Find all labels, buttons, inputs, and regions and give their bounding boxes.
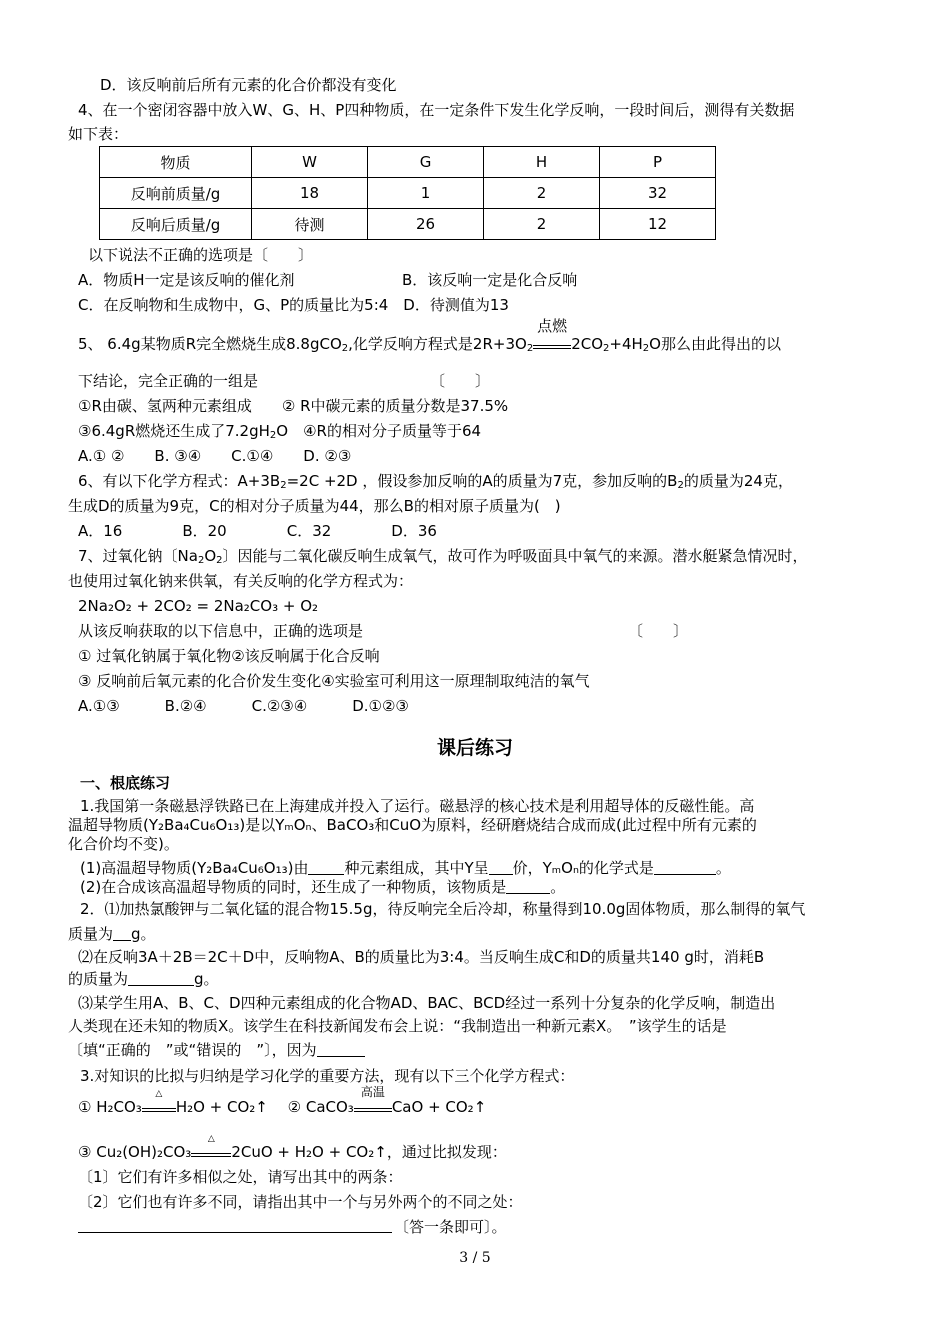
table-header-cell: P xyxy=(600,147,716,178)
q4-options-c-d: C．在反响物和生成物中，G、P的质量比为5:4 D．待测值为13 xyxy=(78,296,509,314)
table-cell: 反响前质量/g xyxy=(100,178,252,209)
p1-text: (1)高温超导物质(Y₂Ba₄Cu₆O₁₃)由 xyxy=(80,859,309,877)
table-cell: 待测 xyxy=(252,209,368,240)
q5-item-2: ③6.4gR燃烧还生成了$7.2gH_2O$ ④R的相对分子质量等于64 xyxy=(78,422,482,441)
p3-line-1: 3.对知识的比拟与归纳是学习化学的重要方法，现有以下三个化学方程式： xyxy=(80,1067,575,1085)
answer-blank[interactable] xyxy=(506,878,550,894)
p3-text: ① H₂CO₃ xyxy=(78,1098,142,1116)
q5-text: ③6.4gR燃烧还生成了7.2gH xyxy=(78,422,270,440)
q5-options: A.① ② B. ③④ C.①④ D. ②③ xyxy=(78,447,352,465)
q6-stem-line-2: 生成D的质量为9克，C的相对分子质量为44，那么B的相对原子质量为( ) xyxy=(68,497,561,515)
p2-text: 的质量为 xyxy=(68,970,129,988)
p3-text: ③ Cu₂(OH)₂CO₃ xyxy=(78,1143,192,1161)
p1-text: 种元素组成，其中Y呈 xyxy=(344,859,489,877)
table-cell: 1 xyxy=(368,178,484,209)
q7-text: 7、过氧化钠〔Na xyxy=(78,547,198,565)
answer-blank[interactable] xyxy=(317,1041,365,1057)
q5-stem-line-1: 5、 6.4g某物质R完全燃烧生成8.8gCO$_2$,化学反响方程式是$2R+3O_2$ 点燃 $2CO_2+4H_2O$那么由此得出的以 xyxy=(78,317,781,354)
q5-text: ,化学反响方程式是2R+3O xyxy=(348,335,527,353)
p1-text: 价，YₘOₙ的化学式是 xyxy=(512,859,654,877)
q5-text: 2CO xyxy=(571,335,604,353)
q5-text: O那么由此得出的以 xyxy=(649,335,781,353)
q7-item-1: ① 过氧化钠属于氧化物②该反响属于化合反响 xyxy=(78,647,380,665)
section-title: 课后练习 xyxy=(436,737,513,759)
table-cell: 32 xyxy=(600,178,716,209)
p1-line-1: 1.我国第一条磁悬浮铁路已在上海建成并投入了运行。磁悬浮的核心技术是利用超导体的反磁性能。高 xyxy=(80,797,755,815)
reaction-condition xyxy=(142,1089,176,1112)
p2-text: 〔填“正确的 ”或“错误的 ”〕，因为 xyxy=(68,1041,317,1059)
p3-sub-3: 〔答一条即可〕。 xyxy=(394,1218,507,1236)
q4-stem-line-1: 4、在一个密闭容器中放入W、G、H、P四种物质，在一定条件下发生化学反响，一段时间后，测得有关数据 xyxy=(78,101,795,119)
subsection-heading: 一、根底练习 xyxy=(80,774,171,792)
p3-text: H₂O + CO₂↑ ② CaCO₃ xyxy=(175,1098,354,1116)
table-row xyxy=(100,178,716,209)
q7-question: 从该反响获取的以下信息中，正确的选项是 xyxy=(78,622,364,640)
q6-options: A．16 B．20 C．32 D．36 xyxy=(78,522,437,540)
condition-label: 点燃 xyxy=(537,317,568,335)
table-header-row xyxy=(100,147,716,178)
table-header-cell: W xyxy=(252,147,368,178)
p1-question-1 xyxy=(80,858,731,878)
q7-stem-line-2: 也使用过氧化钠来供氧，有关反响的化学方程式为： xyxy=(68,572,414,590)
table-cell: 26 xyxy=(368,209,484,240)
p2-line-3: ⑵在反响3A＋2B＝2C＋D中，反响物A、B的质量比为3:4。当反响生成C和D的质量共140 g时，消耗B xyxy=(78,948,765,966)
q5-bracket: 〔 〕 xyxy=(430,372,491,390)
table-cell: 2 xyxy=(484,209,600,240)
p3-text: CaO + CO₂↑ xyxy=(391,1098,487,1116)
answer-blank[interactable] xyxy=(654,859,716,875)
p2-text: g。 xyxy=(131,925,156,943)
reaction-condition xyxy=(354,1085,392,1112)
table-row xyxy=(100,209,716,240)
reaction-condition xyxy=(191,1134,231,1157)
q6-text: 6、有以下化学方程式：A+3B xyxy=(78,472,281,490)
p2-line-1: 2．⑴加热氯酸钾与二氧化锰的混合物15.5g，待反响完全后冷却，称量得到10.0g固体物质，那么制得的氧气 xyxy=(80,900,806,918)
table-cell: 2 xyxy=(484,178,600,209)
q7-equation: 2Na₂O₂ + 2CO₂ = 2Na₂CO₃ + O₂ xyxy=(78,597,319,615)
q4-data-table xyxy=(99,146,716,240)
table-cell: 反响后质量/g xyxy=(100,209,252,240)
p3-equation-3 xyxy=(78,1134,507,1162)
q5-text: 5、 6.4g某物质R完全燃烧生成8.8gCO xyxy=(78,335,342,353)
p3-sub-2: 〔2〕它们也有许多不同，请指出其中一个与另外两个的不同之处： xyxy=(78,1193,523,1211)
p3-equations-1-2 xyxy=(78,1085,487,1117)
table-header-cell: 物质 xyxy=(100,147,252,178)
q7-text: 〕因能与二氧化碳反响生成氧气，故可作为呼吸面具中氧气的来源。潜水艇紧急情况时， xyxy=(222,547,808,565)
answer-blank[interactable] xyxy=(308,859,344,875)
q7-item-2: ③ 反响前后氧元素的化合价发生变化④实验室可利用这一原理制取纯洁的氧气 xyxy=(78,672,590,690)
p2-line-5: ⑶某学生用A、B、C、D四种元素组成的化合物AD、BAC、BCD经过一系列十分复杂的化学反响，制造出 xyxy=(78,994,776,1012)
table-cell: 18 xyxy=(252,178,368,209)
reaction-condition xyxy=(533,317,571,349)
q6-stem-line-1: 6、有以下化学方程式：$A+3B_2=2C +2D$ ，假设参加反响的A的质量为7克，参加反响的$B_2$的质量为24克， xyxy=(78,472,793,491)
q6-text: 的质量为24克， xyxy=(683,472,793,490)
p3-text: 2CuO + H₂O + CO₂↑，通过比拟发现： xyxy=(231,1143,507,1161)
q5-text: +4H xyxy=(609,335,643,353)
answer-blank[interactable] xyxy=(489,859,513,875)
q7-text: O xyxy=(204,547,217,565)
page-number: 3 / 5 xyxy=(459,1250,491,1266)
p2-line-7 xyxy=(68,1040,365,1060)
answer-line[interactable] xyxy=(78,1232,392,1233)
q5-stem-line-2: 下结论，完全正确的一组是 xyxy=(78,372,259,390)
q3-option-d: D．该反响前后所有元素的化合价都没有变化 xyxy=(100,76,397,94)
p1-text: 。 xyxy=(550,878,566,896)
heat-triangle-icon: △ xyxy=(207,1134,215,1144)
q4-option-a: A．物质H一定是该反响的催化剂 xyxy=(78,271,295,289)
p1-text: (2)在合成该高温超导物质的同时，还生成了一种物质，该物质是 xyxy=(80,878,507,896)
answer-blank[interactable] xyxy=(113,925,131,941)
q4-option-b: B．该反响一定是化合反响 xyxy=(402,271,578,289)
q7-options: A.①③ B.②④ C.②③④ D.①②③ xyxy=(78,697,409,715)
q4-stem-line-2: 如下表： xyxy=(68,125,129,143)
p1-question-2 xyxy=(80,877,565,897)
p1-line-3: 化合价均不变)。 xyxy=(68,835,179,853)
p3-sub-1: 〔1〕它们有许多相似之处，请写出其中的两条： xyxy=(78,1168,403,1186)
condition-label: 高温 xyxy=(360,1085,385,1099)
q6-text: =2C +2D ，假设参加反响的A的质量为7克，参加反响的B xyxy=(286,472,678,490)
p2-line-6: 人类现在还未知的物质X。该学生在科技新闻发布会上说：“我制造出一种新元素X。 ”该学生的话是 xyxy=(68,1017,727,1035)
q7-stem-line-1: 7、过氧化钠〔$Na_2O_2$〕因能与二氧化碳反响生成氧气，故可作为呼吸面具中氧气的来源。潜水艇紧急情况时， xyxy=(78,547,808,566)
table-header-cell: G xyxy=(368,147,484,178)
heat-triangle-icon: △ xyxy=(155,1089,163,1099)
p1-line-2: 温超导物质(Y₂Ba₄Cu₆O₁₃)是以YₘOₙ、BaCO₃和CuO为原料，经研磨烧结合成而成(此过程中所有元素的 xyxy=(68,816,757,834)
p1-text: 。 xyxy=(715,859,731,877)
p2-text: g。 xyxy=(194,970,219,988)
p2-line-4 xyxy=(68,969,219,989)
q4-question: 以下说法不正确的选项是〔 〕 xyxy=(88,246,314,264)
q5-item-1: ①R由碳、氢两种元素组成 ② R中碳元素的质量分数是37.5% xyxy=(78,397,509,415)
p2-text: 质量为 xyxy=(68,925,114,943)
q7-bracket: 〔 〕 xyxy=(628,622,689,640)
q5-text: O ④R的相对分子质量等于64 xyxy=(276,422,482,440)
table-header-cell: H xyxy=(484,147,600,178)
answer-blank[interactable] xyxy=(128,970,194,986)
p2-line-2 xyxy=(68,924,156,944)
table-cell: 12 xyxy=(600,209,716,240)
